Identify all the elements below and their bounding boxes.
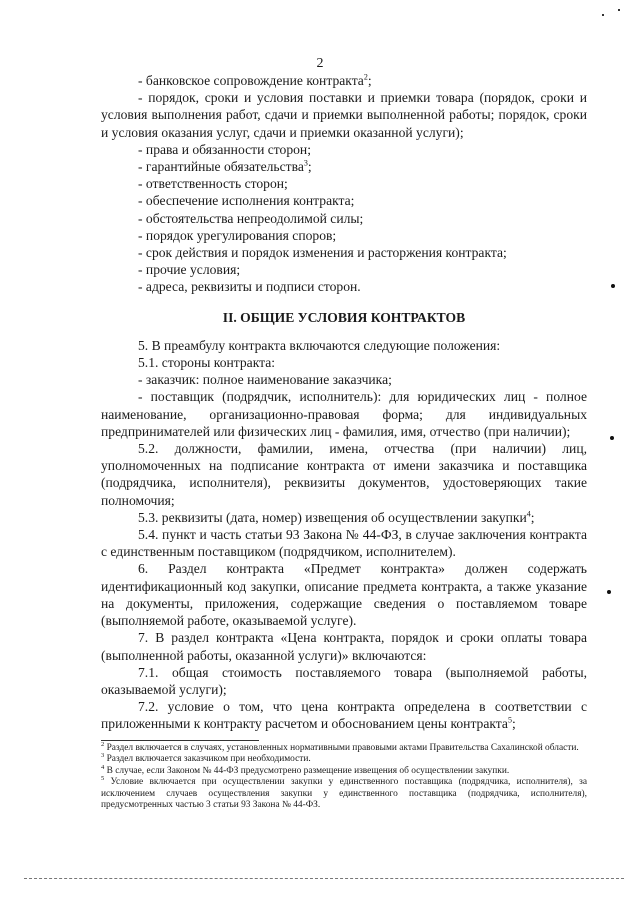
footnote: $^4$ В случае, если Законом № 44-ФЗ предусмотрено размещение извещения об осуществлении закупки. xyxy=(101,763,510,776)
footnote-ref: 2 xyxy=(363,72,368,82)
paragraph: 6. Раздел контракта «Предмет контракта» должен содержать идентификационный код закупки, описание предмета контракта, а также указание на документы, приложения, содержащие сведения о поставляемом товаре (выполняемой работе, оказываемой услуге). xyxy=(101,561,587,629)
list-item: - срок действия и порядок изменения и расторжения контракта; xyxy=(138,245,507,261)
paragraph: 5. В преамбулу контракта включаются следующие положения: xyxy=(138,337,501,353)
section-body xyxy=(101,337,587,733)
footnote: $^2$ Раздел включается в случаях, установленных нормативными правовыми актами Правительства Сахалинской области. xyxy=(101,740,579,753)
list-item: - обстоятельства непреодолимой силы; xyxy=(138,210,364,226)
paragraph: 7.2. условие о том, что цена контракта определена в соответствии с приложенными к контракту расчетом и обоснованием цены контракта$^5$; xyxy=(101,699,587,732)
list-item: - обеспечение исполнения контракта; xyxy=(138,193,355,209)
paragraph: - заказчик: полное наименование заказчика; xyxy=(138,372,392,388)
scan-speck xyxy=(602,14,604,16)
paragraph: 5.2. должности, фамилии, имена, отчества (при наличии) лиц, уполномоченных на подписание контракта от имени заказчика и поставщика (подрядчика, исполнителя), реквизиты документов, удостоверяющих такие полномочия; xyxy=(101,441,587,508)
section-title: II. ОБЩИЕ УСЛОВИЯ КОНТРАКТОВ xyxy=(222,309,466,325)
footnote-ref: 3 xyxy=(303,158,308,168)
paragraph: 5.1. стороны контракта: xyxy=(138,355,276,371)
list-item: - порядок, сроки и условия поставки и приемки товара (порядок, сроки и условия выполнения работ, сдачи и приемки выполненной работы; порядок, сроки и условия оказания услуг, сдачи и приемки оказанной услуги); xyxy=(101,90,587,140)
footnote-number: 5 xyxy=(101,775,105,783)
paragraph: 5.3. реквизиты (дата, номер) извещения об осуществлении закупки$^4$; xyxy=(138,509,535,525)
footnote: $^5$ Условие включается при осуществлении закупки у единственного поставщика (подрядчика, исполнителя), за исключением случаев осуществления закупки у единственного поставщика (подрядчика, исполнителя), предусмотренных частью 3 статьи 93 Закона № 44-ФЗ. xyxy=(101,775,587,811)
scan-edge-line xyxy=(24,878,624,879)
paragraph: 5.4. пункт и часть статьи 93 Закона № 44-ФЗ, в случае заключения контракта с единственным поставщиком (подрядчиком, исполнителем). xyxy=(101,527,587,560)
footnote-separator xyxy=(101,740,259,741)
list-item: - ответственность сторон; xyxy=(138,176,288,192)
list-item: - права и обязанности сторон; xyxy=(138,141,311,157)
document-body xyxy=(101,72,587,733)
list-item: - адреса, реквизиты и подписи сторон. xyxy=(138,279,361,295)
footnote-ref: 4 xyxy=(526,509,531,519)
list-item: - гарантийные обязательства$^3$; xyxy=(138,158,312,175)
paragraph: 7.1. общая стоимость поставляемого товара (выполняемой работы, оказываемой услуги); xyxy=(101,664,587,697)
footnote-number: 3 xyxy=(101,752,105,760)
footnote: $^3$ Раздел включается заказчиком при необходимости. xyxy=(101,752,311,765)
footnote-number: 2 xyxy=(101,740,105,748)
footnote-number: 4 xyxy=(101,763,105,771)
scan-dot xyxy=(607,590,611,594)
scan-dot xyxy=(610,436,614,440)
list-item: - прочие условия; xyxy=(138,262,241,278)
footnote-ref: 5 xyxy=(507,715,512,725)
paragraph: - поставщик (подрядчик, исполнитель): для юридических лиц - полное наименование, организационно-правовая форма; для индивидуальных предпринимателей или физических лиц - фамилия, имя, отчество (при наличии); xyxy=(101,389,587,439)
paragraph: 7. В раздел контракта «Цена контракта, порядок и сроки оплаты товара (выполненной работы, оказанной услуги)» включаются: xyxy=(101,630,587,663)
scan-dot xyxy=(611,284,615,288)
page-number: 2 xyxy=(316,56,324,71)
list-item: - порядок урегулирования споров; xyxy=(138,227,337,243)
scan-speck xyxy=(618,9,620,11)
list-item: - банковское сопровождение контракта$^2$; xyxy=(138,72,372,88)
footnotes xyxy=(101,740,587,811)
contract-sections-list xyxy=(101,72,587,296)
